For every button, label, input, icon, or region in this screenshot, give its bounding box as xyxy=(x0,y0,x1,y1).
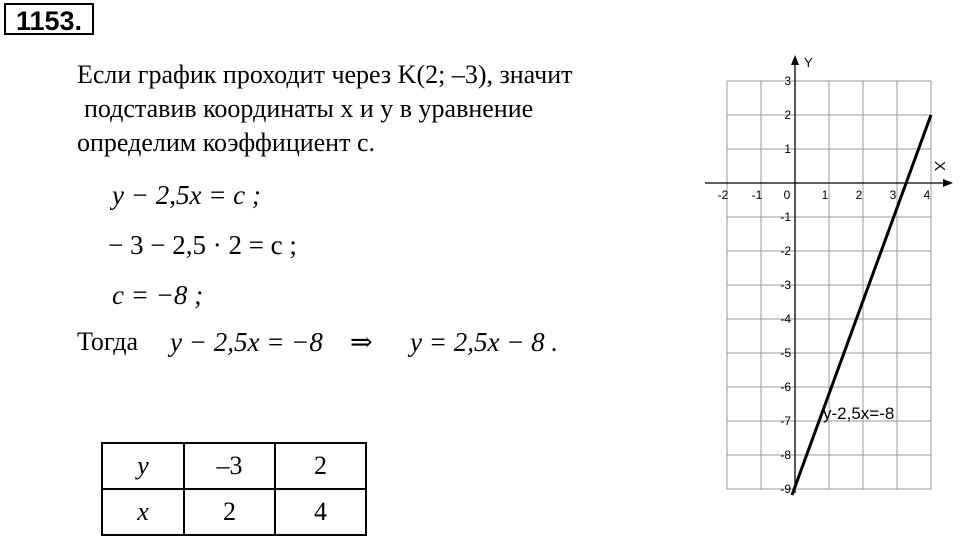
x-tick-label: 2 xyxy=(855,188,863,202)
y-tick-label: -4 xyxy=(780,312,791,326)
conclusion-equation: y − 2,5x = −8 xyxy=(170,327,323,357)
y-tick-label: -9 xyxy=(780,482,791,496)
table-row xyxy=(102,443,366,489)
table-row-label: x xyxy=(102,489,184,535)
y-tick-label: -3 xyxy=(780,278,791,292)
x-axis-label: X xyxy=(931,161,948,172)
table-row-label: y xyxy=(102,443,184,489)
x-tick-label: 0 xyxy=(783,188,791,202)
implies-symbol: ⇒ xyxy=(350,327,373,357)
plot-line-group xyxy=(792,115,931,495)
y-tick-label: -5 xyxy=(780,346,791,360)
x-tick-label: 1 xyxy=(821,188,829,202)
equation-3: c = −8 ; xyxy=(112,280,204,310)
line-annotation: y-2,5x=-8 xyxy=(823,404,895,423)
y-tick-label: -8 xyxy=(780,448,791,462)
x-tick-label: -1 xyxy=(751,188,763,202)
x-tick-label: -2 xyxy=(717,188,729,202)
y-tick-label: 1 xyxy=(784,142,791,156)
equation-2: − 3 − 2,5 · 2 = c ; xyxy=(108,230,297,260)
table-cell: –3 xyxy=(184,443,275,489)
y-tick-label: 3 xyxy=(784,74,791,88)
conclusion-word: Тогда xyxy=(77,327,139,356)
table-cell: 4 xyxy=(275,489,366,535)
x-tick-label: 3 xyxy=(889,188,897,202)
values-table xyxy=(101,442,367,536)
x-axis-arrow xyxy=(943,179,953,187)
result-equation: y = 2,5x − 8 . xyxy=(410,327,559,357)
equation-1: y − 2,5x = c ; xyxy=(112,180,261,210)
x-tick-label: 4 xyxy=(923,188,931,202)
plot-line xyxy=(792,115,931,495)
intro-line-3: определим коэффициент c. xyxy=(77,128,375,157)
table-cell: 2 xyxy=(184,489,275,535)
table-row xyxy=(102,489,366,535)
problem-number: 1153. xyxy=(4,3,94,35)
grid xyxy=(727,81,931,489)
table-cell: 2 xyxy=(275,443,366,489)
y-tick-label: 2 xyxy=(784,108,791,122)
y-axis-label: Y xyxy=(804,55,813,70)
y-tick-label: -2 xyxy=(780,244,791,258)
y-tick-label: -7 xyxy=(780,414,791,428)
coordinate-plane xyxy=(690,40,955,510)
y-tick-label: -6 xyxy=(780,380,791,394)
y-axis-arrow xyxy=(791,55,799,65)
y-tick-label: -1 xyxy=(780,210,791,224)
intro-line-1: Если график проходит через K(2; –3), значит xyxy=(77,60,573,89)
intro-line-2: подставив координаты x и y в уравнение xyxy=(84,94,534,123)
